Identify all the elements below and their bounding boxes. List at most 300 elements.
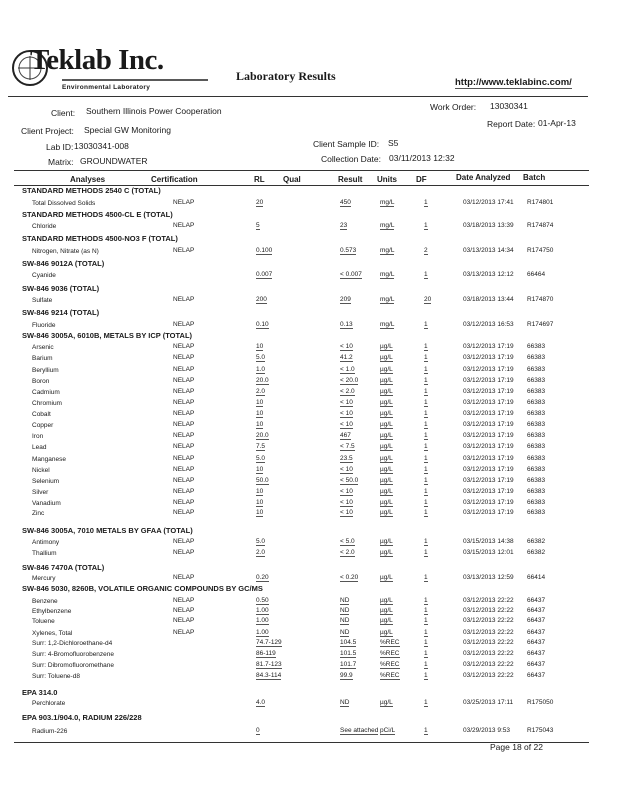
dilution-factor: 1 [424,699,428,706]
labid-value: 13030341-008 [74,141,129,151]
analyte-name: Nitrogen, Nitrate (as N) [32,248,99,255]
result-value: < 0.007 [340,271,362,278]
batch: 66383 [527,366,546,373]
col-units: Units [377,175,397,184]
dilution-factor: 1 [424,488,428,495]
date-analyzed: 03/12/2013 17:19 [463,509,514,516]
batch: R174801 [527,199,554,206]
date-analyzed: 03/12/2013 17:19 [463,388,514,395]
workorder-value: 13030341 [490,101,528,111]
reporting-limit: 0.20 [256,574,269,581]
report-date-value: 01-Apr-13 [538,118,576,128]
analyte-name: Iron [32,433,44,440]
project-label: Client Project: [21,126,74,136]
analyte-name: Toluene [32,618,55,625]
units: µg/L [380,443,393,450]
dilution-factor: 1 [424,222,428,229]
result-value: < 0.20 [340,574,359,581]
certification: NELAP [173,222,195,229]
batch: 66383 [527,509,546,516]
dilution-factor: 1 [424,650,428,657]
collection-value: 03/11/2013 12:32 [389,153,455,163]
section-heading: EPA 314.0 [22,688,58,697]
reporting-limit: 20.0 [256,377,269,384]
units: pCi/L [380,727,396,734]
certification: NELAP [173,455,195,462]
units: mg/L [380,321,395,328]
units: mg/L [380,199,395,206]
report-date-label: Report Date: [487,119,536,129]
certification: NELAP [173,354,195,361]
reporting-limit: 2.0 [256,388,266,395]
result-value: 104.5 [340,639,357,646]
reporting-limit: 84.3-114 [256,672,282,679]
result-value: < 20.0 [340,377,359,384]
units: %REC [380,650,400,657]
analyte-name: Nickel [32,467,50,474]
units: µg/L [380,455,393,462]
result-value: < 1.0 [340,366,355,373]
result-value: < 10 [340,466,353,473]
section-heading: SW-846 7470A (TOTAL) [22,563,105,572]
units: µg/L [380,410,393,417]
dilution-factor: 1 [424,597,428,604]
batch: 66383 [527,499,546,506]
certification: NELAP [173,477,195,484]
analyte-name: Antimony [32,539,60,546]
analyte-name: Thallium [32,550,57,557]
batch: R174874 [527,222,554,229]
reporting-limit: 74.7-129 [256,639,282,646]
section-heading: STANDARD METHODS 4500-CL E (TOTAL) [22,210,173,219]
date-analyzed: 03/12/2013 17:19 [463,343,514,350]
sampleid-label: Client Sample ID: [313,139,380,149]
date-analyzed: 03/13/2013 12:59 [463,574,514,581]
batch: 66437 [527,672,546,679]
result-value: < 10 [340,421,353,428]
date-analyzed: 03/12/2013 17:19 [463,410,514,417]
units: mg/L [380,296,395,303]
workorder-label: Work Order: [430,102,477,112]
batch: 66383 [527,421,546,428]
result-value: < 7.5 [340,443,355,450]
batch: 66383 [527,466,546,473]
reporting-limit: 5.0 [256,455,266,462]
analyte-name: Vanadium [32,500,61,507]
result-value: 23.5 [340,455,353,462]
units: µg/L [380,509,393,516]
dilution-factor: 1 [424,509,428,516]
analyte-name: Benzene [32,598,58,605]
certification: NELAP [173,366,195,373]
result-value: < 2.0 [340,388,355,395]
dilution-factor: 1 [424,639,428,646]
units: µg/L [380,366,393,373]
result-value: ND [340,617,350,624]
batch: 66383 [527,399,546,406]
date-analyzed: 03/12/2013 22:22 [463,650,514,657]
reporting-limit: 5.0 [256,354,266,361]
col-analyses: Analyses [70,175,106,184]
reporting-limit: 10 [256,421,264,428]
section-heading: SW-846 5030, 8260B, VOLATILE ORGANIC COMPOUNDS BY GC/MS [22,584,263,593]
certification: NELAP [173,499,195,506]
units: µg/L [380,574,393,581]
analyte-name: Selenium [32,478,60,485]
reporting-limit: 10 [256,499,264,506]
units: µg/L [380,629,393,636]
col-rl: RL [254,175,265,184]
result-value: 0.13 [340,321,353,328]
batch: R174870 [527,296,554,303]
certification: NELAP [173,574,195,581]
reporting-limit: 10 [256,343,264,350]
batch: R175043 [527,727,554,734]
date-analyzed: 03/12/2013 17:19 [463,477,514,484]
certification: NELAP [173,629,195,636]
date-analyzed: 03/13/2013 12:12 [463,271,514,278]
reporting-limit: 200 [256,296,267,303]
reporting-limit: 5.0 [256,538,266,545]
batch: 66383 [527,455,546,462]
units: µg/L [380,549,393,556]
dilution-factor: 20 [424,296,432,303]
dilution-factor: 1 [424,727,428,734]
date-analyzed: 03/12/2013 16:53 [463,321,514,328]
analyte-name: Surr: 4-Bromofluorobenzene [32,651,115,658]
dilution-factor: 1 [424,617,428,624]
certification: NELAP [173,343,195,350]
reporting-limit: 5 [256,222,260,229]
reporting-limit: 10 [256,466,264,473]
certification: NELAP [173,321,195,328]
analyte-name: Silver [32,489,49,496]
reporting-limit: 0 [256,727,260,734]
analyte-name: Radium-226 [32,728,68,735]
dilution-factor: 1 [424,629,428,636]
reporting-limit: 1.0 [256,366,266,373]
dilution-factor: 1 [424,549,428,556]
analyte-name: Barium [32,355,53,362]
date-analyzed: 03/18/2013 13:44 [463,296,514,303]
reporting-limit: 20 [256,199,264,206]
units: µg/L [380,466,393,473]
analyte-name: Mercury [32,575,56,582]
date-analyzed: 03/29/2013 9:53 [463,727,510,734]
result-value: See attached [340,727,379,734]
date-analyzed: 03/12/2013 17:41 [463,199,514,206]
date-analyzed: 03/12/2013 17:19 [463,354,514,361]
date-analyzed: 03/12/2013 17:19 [463,399,514,406]
batch: 66383 [527,432,546,439]
certification: NELAP [173,549,195,556]
result-value: < 5.0 [340,538,355,545]
reporting-limit: 10 [256,509,264,516]
result-value: < 50.0 [340,477,359,484]
units: µg/L [380,617,393,624]
certification: NELAP [173,296,195,303]
section-heading: EPA 903.1/904.0, RADIUM 226/228 [22,713,142,722]
batch: 66464 [527,271,546,278]
batch: 66437 [527,650,546,657]
certification: NELAP [173,597,195,604]
reporting-limit: 0.50 [256,597,269,604]
certification: NELAP [173,466,195,473]
dilution-factor: 1 [424,466,428,473]
batch: R175050 [527,699,554,706]
analyte-name: Fluoride [32,322,56,329]
units: µg/L [380,343,393,350]
batch: 66437 [527,639,546,646]
units: µg/L [380,699,393,706]
result-value: ND [340,607,350,614]
analyte-name: Cyanide [32,272,56,279]
units: µg/L [380,354,393,361]
section-heading: STANDARD METHODS 2540 C (TOTAL) [22,186,161,195]
dilution-factor: 1 [424,672,428,679]
section-heading: STANDARD METHODS 4500-NO3 F (TOTAL) [22,234,178,243]
analyte-name: Chromium [32,400,62,407]
analyte-name: Arsenic [32,344,54,351]
dilution-factor: 1 [424,574,428,581]
result-value: < 10 [340,399,353,406]
col-result: Result [338,175,363,184]
units: µg/L [380,399,393,406]
result-value: 41.2 [340,354,353,361]
units: mg/L [380,271,395,278]
batch: 66383 [527,443,546,450]
dilution-factor: 1 [424,271,428,278]
date-analyzed: 03/12/2013 22:22 [463,597,514,604]
date-analyzed: 03/25/2013 17:11 [463,699,514,706]
analyte-name: Cadmium [32,389,60,396]
result-value: < 10 [340,488,353,495]
dilution-factor: 1 [424,443,428,450]
dilution-factor: 1 [424,455,428,462]
units: µg/L [380,538,393,545]
batch: 66383 [527,354,546,361]
dilution-factor: 1 [424,377,428,384]
col-qual: Qual [283,175,301,184]
reporting-limit: 2.0 [256,549,266,556]
col-certification: Certification [151,175,198,184]
section-heading: SW-846 3005A, 7010 METALS BY GFAA (TOTAL) [22,526,193,535]
date-analyzed: 03/12/2013 22:22 [463,661,514,668]
analyte-name: Surr: Dibromofluoromethane [32,662,115,669]
dilution-factor: 1 [424,321,428,328]
certification: NELAP [173,432,195,439]
section-heading: SW-846 9214 (TOTAL) [22,308,100,317]
client-label: Client: [51,108,76,118]
analyte-name: Lead [32,444,47,451]
reporting-limit: 10 [256,488,264,495]
units: µg/L [380,488,393,495]
labid-label: Lab ID: [46,142,74,152]
date-analyzed: 03/12/2013 17:19 [463,377,514,384]
units: µg/L [380,421,393,428]
analyte-name: Surr: 1,2-Dichloroethane-d4 [32,640,113,647]
dilution-factor: 1 [424,343,428,350]
units: µg/L [380,597,393,604]
matrix-value: GROUNDWATER [80,156,148,166]
date-analyzed: 03/18/2013 13:39 [463,222,514,229]
reporting-limit: 86-119 [256,650,276,657]
date-analyzed: 03/12/2013 17:19 [463,455,514,462]
units: mg/L [380,247,395,254]
batch: R174750 [527,247,554,254]
result-value: < 10 [340,499,353,506]
units: µg/L [380,607,393,614]
date-analyzed: 03/12/2013 17:19 [463,366,514,373]
client-value: Southern Illinois Power Cooperation [86,106,222,116]
dilution-factor: 1 [424,499,428,506]
result-value: 0.573 [340,247,357,254]
analyte-name: Xylenes, Total [32,630,73,637]
units: µg/L [380,499,393,506]
batch: R174697 [527,321,554,328]
analyte-name: Ethylbenzene [32,608,72,615]
dilution-factor: 1 [424,477,428,484]
result-value: 209 [340,296,351,303]
batch: 66437 [527,607,546,614]
dilution-factor: 1 [424,538,428,545]
website-link[interactable]: http://www.teklabinc.com/ [455,77,572,88]
certification: NELAP [173,607,195,614]
analyte-name: Total Dissolved Solids [32,200,96,207]
units: %REC [380,672,400,679]
analyte-name: Perchlorate [32,700,66,707]
section-heading: SW-846 9036 (TOTAL) [22,284,100,293]
analyte-name: Surr: Toluene-d8 [32,673,80,680]
dilution-factor: 1 [424,421,428,428]
reporting-limit: 1.00 [256,629,269,636]
batch: 66383 [527,488,546,495]
certification: NELAP [173,377,195,384]
certification: NELAP [173,399,195,406]
result-value: 450 [340,199,351,206]
reporting-limit: 0.100 [256,247,273,254]
date-analyzed: 03/12/2013 17:19 [463,443,514,450]
logo-subtitle: Environmental Laboratory [62,84,151,91]
reporting-limit: 0.10 [256,321,269,328]
section-heading: SW-846 3005A, 6010B, METALS BY ICP (TOTAL) [22,331,193,340]
matrix-label: Matrix: [48,157,74,167]
dilution-factor: 1 [424,199,428,206]
analyte-name: Manganese [32,456,66,463]
col-batch: Batch [523,173,546,182]
reporting-limit: 50.0 [256,477,269,484]
dilution-factor: 1 [424,432,428,439]
batch: 66437 [527,597,546,604]
page-title: Laboratory Results [236,69,336,83]
date-analyzed: 03/15/2013 14:38 [463,538,514,545]
project-value: Special GW Monitoring [84,125,171,135]
analyte-name: Boron [32,378,50,385]
sampleid-value: S5 [388,138,399,148]
reporting-limit: 7.5 [256,443,266,450]
certification: NELAP [173,509,195,516]
batch: 66382 [527,549,546,556]
logo-name: Teklab Inc. [30,44,164,76]
analyte-name: Cobalt [32,411,51,418]
result-value: 23 [340,222,348,229]
batch: 66383 [527,410,546,417]
date-analyzed: 03/15/2013 12:01 [463,549,514,556]
collection-label: Collection Date: [321,154,382,164]
certification: NELAP [173,388,195,395]
dilution-factor: 1 [424,354,428,361]
result-value: ND [340,629,350,636]
certification: NELAP [173,443,195,450]
batch: 66414 [527,574,546,581]
certification: NELAP [173,538,195,545]
dilution-factor: 1 [424,661,428,668]
dilution-factor: 1 [424,410,428,417]
batch: 66437 [527,629,546,636]
dilution-factor: 2 [424,247,428,254]
result-value: < 10 [340,509,353,516]
date-analyzed: 03/13/2013 14:34 [463,247,514,254]
certification: NELAP [173,410,195,417]
date-analyzed: 03/12/2013 22:22 [463,639,514,646]
analyte-name: Copper [32,422,54,429]
result-value: < 2.0 [340,549,355,556]
result-value: < 10 [340,343,353,350]
reporting-limit: 20.0 [256,432,269,439]
section-heading: SW-846 9012A (TOTAL) [22,259,105,268]
result-value: 101.7 [340,661,357,668]
date-analyzed: 03/12/2013 17:19 [463,466,514,473]
units: µg/L [380,477,393,484]
batch: 66383 [527,377,546,384]
analyte-name: Sulfate [32,297,53,304]
batch: 66382 [527,538,546,545]
certification: NELAP [173,247,195,254]
batch: 66437 [527,661,546,668]
date-analyzed: 03/12/2013 17:19 [463,421,514,428]
reporting-limit: 4.0 [256,699,266,706]
page-number: Page 18 of 22 [490,742,543,752]
dilution-factor: 1 [424,366,428,373]
date-analyzed: 03/12/2013 22:22 [463,607,514,614]
result-value: < 10 [340,410,353,417]
reporting-limit: 10 [256,410,264,417]
dilution-factor: 1 [424,607,428,614]
result-value: 467 [340,432,351,439]
dilution-factor: 1 [424,399,428,406]
result-value: ND [340,597,350,604]
units: µg/L [380,388,393,395]
reporting-limit: 81.7-123 [256,661,282,668]
date-analyzed: 03/12/2013 17:19 [463,432,514,439]
units: µg/L [380,377,393,384]
batch: 66437 [527,617,546,624]
date-analyzed: 03/12/2013 17:19 [463,499,514,506]
units: µg/L [380,432,393,439]
analyte-name: Zinc [32,510,45,517]
date-analyzed: 03/12/2013 17:19 [463,488,514,495]
reporting-limit: 0.007 [256,271,273,278]
result-value: 101.5 [340,650,357,657]
certification: NELAP [173,421,195,428]
analyte-name: Chloride [32,223,57,230]
date-analyzed: 03/12/2013 22:22 [463,617,514,624]
analyte-name: Beryllium [32,367,59,374]
batch: 66383 [527,343,546,350]
batch: 66383 [527,388,546,395]
date-analyzed: 03/12/2013 22:22 [463,629,514,636]
result-value: ND [340,699,350,706]
